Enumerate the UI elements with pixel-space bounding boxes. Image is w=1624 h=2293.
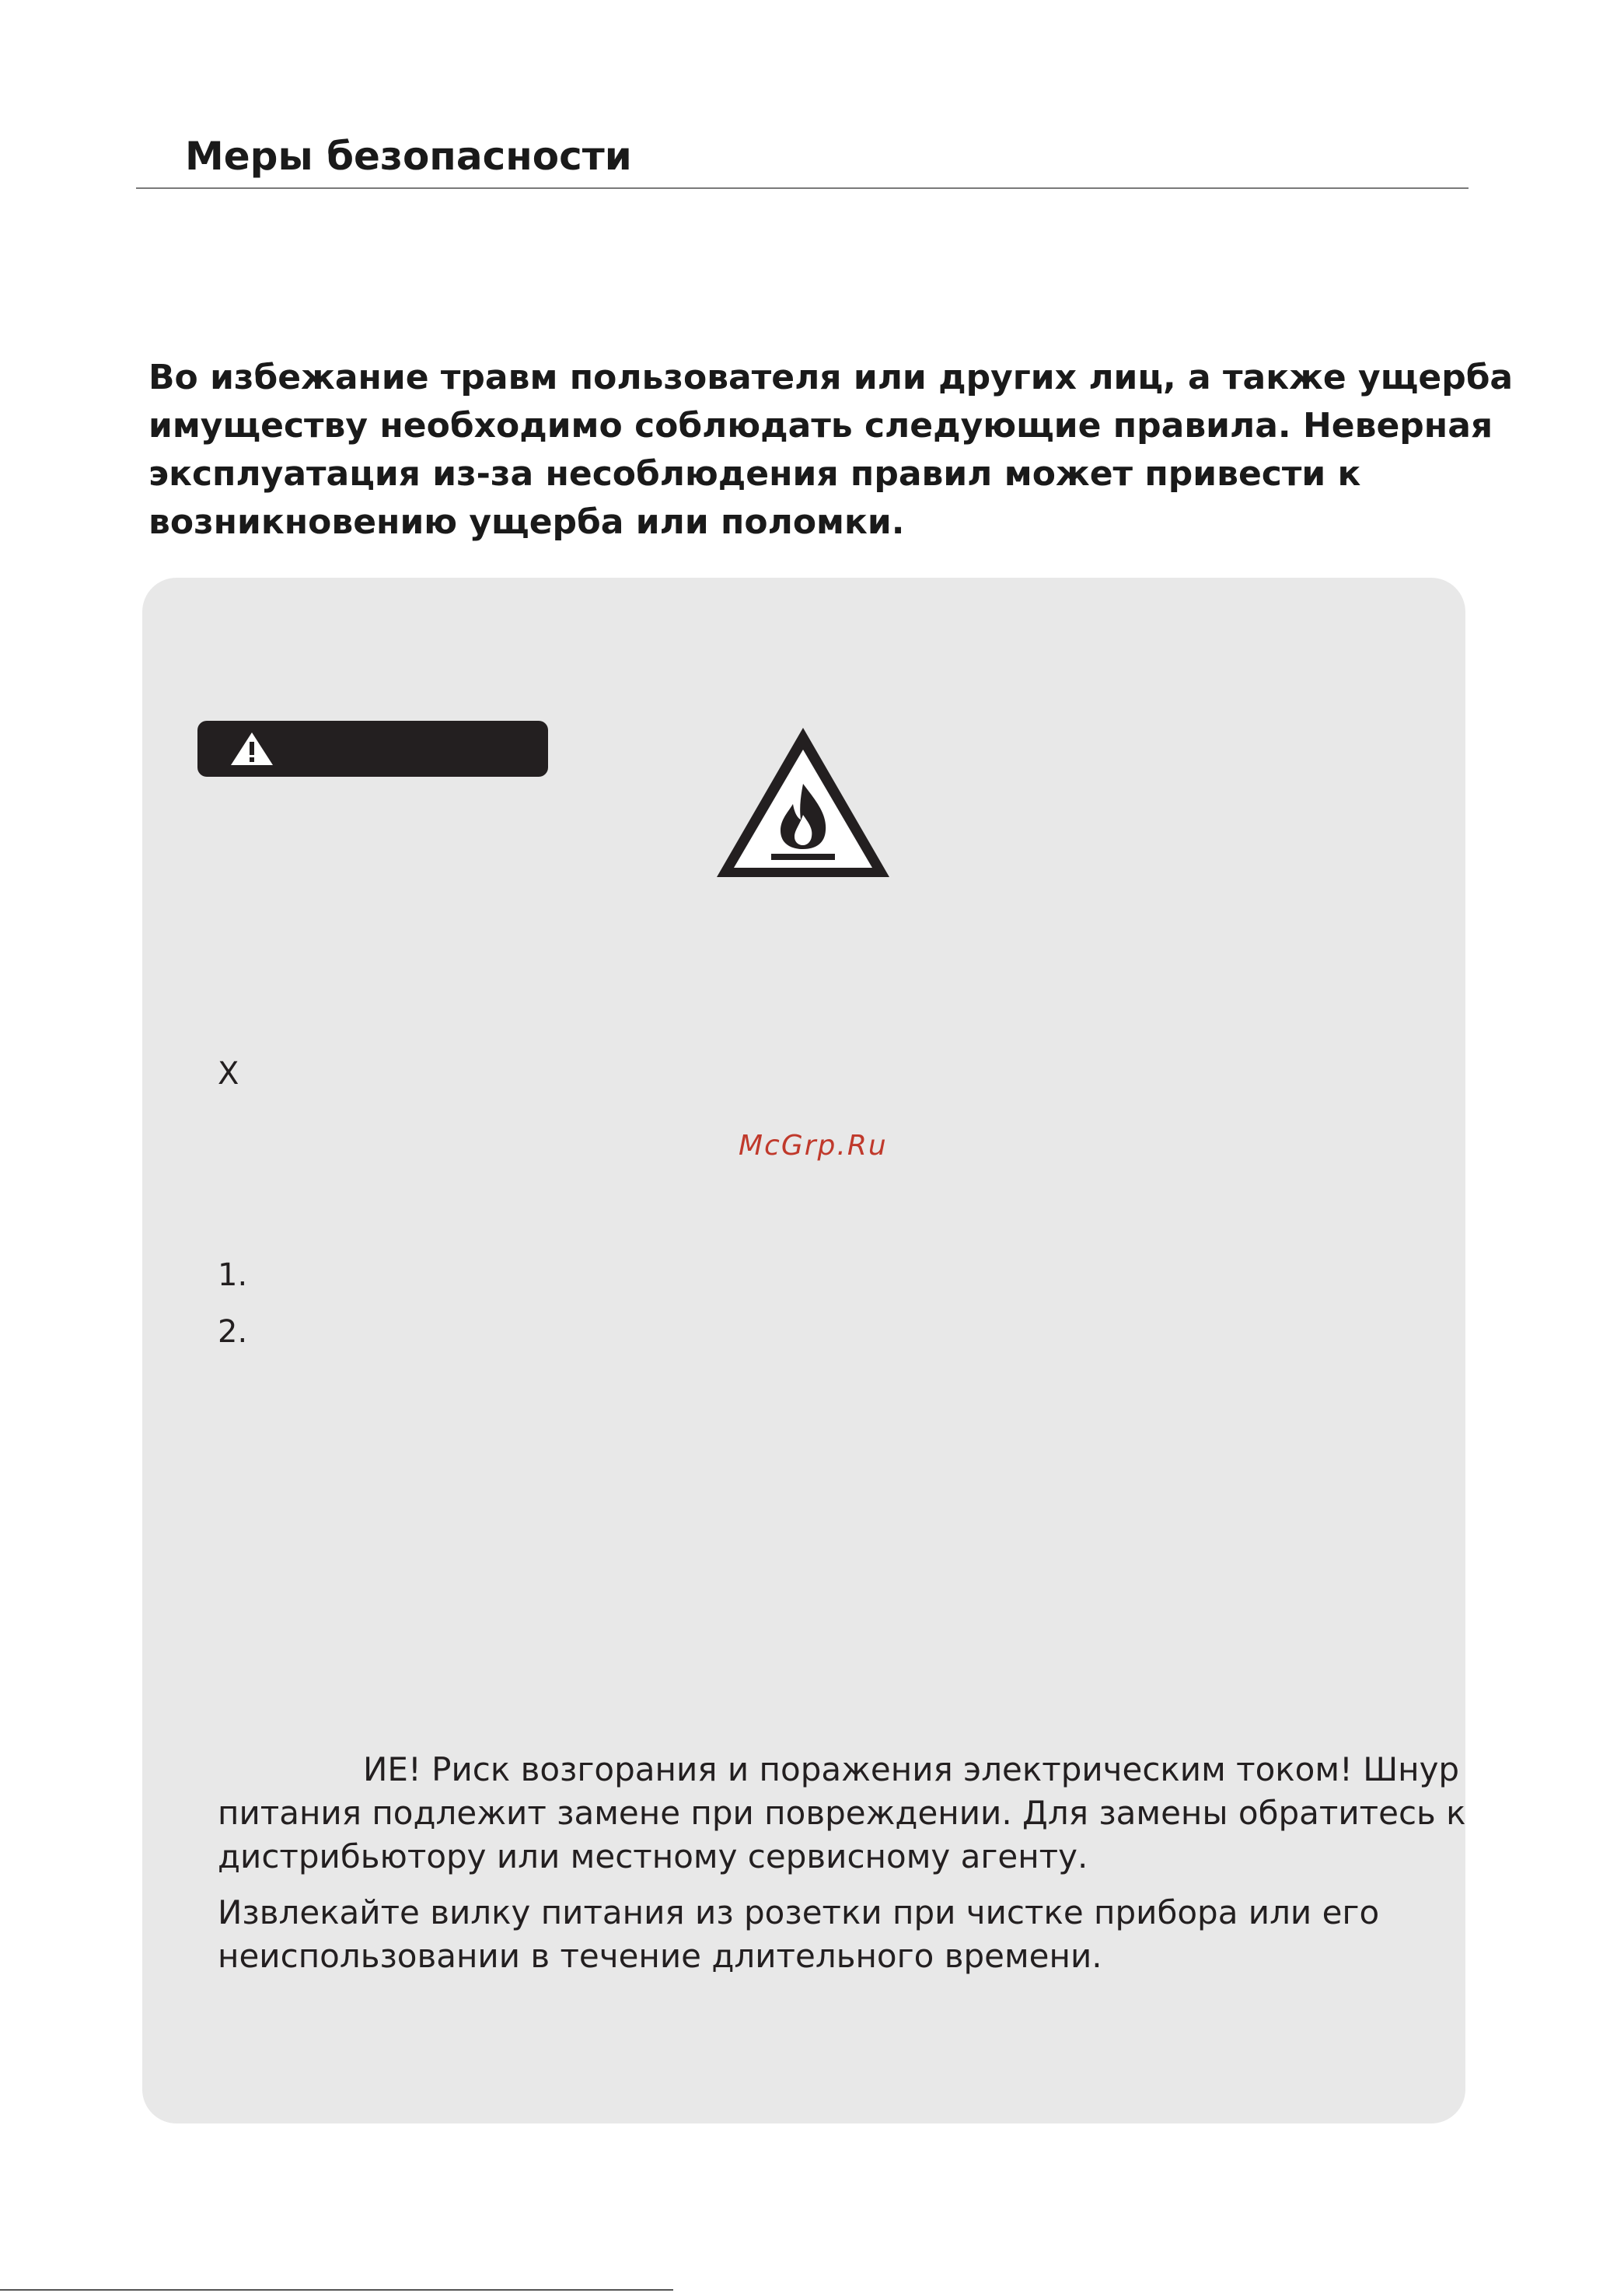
watermark: McGrp.Ru — [739, 1130, 888, 1162]
flammable-warning-icon — [712, 723, 894, 882]
intro-line: Во избежание травм пользователя или других лиц, а также ущерба — [148, 358, 1514, 397]
intro-line: имуществу необходимо соблюдать следующие правила. Неверная — [148, 406, 1493, 446]
marker-x: X — [218, 1056, 239, 1092]
unplug-paragraph — [218, 1891, 1430, 1978]
fire-shock-warning-paragraph — [218, 1748, 1466, 1879]
warning-label-bar — [197, 721, 548, 777]
list-number: 1. — [218, 1257, 248, 1293]
list-number: 2. — [218, 1314, 248, 1350]
footer-divider — [0, 2289, 673, 2291]
title-divider — [136, 187, 1469, 189]
page-title: Меры безопасности — [185, 134, 632, 179]
warning-triangle-icon — [229, 730, 275, 767]
paragraph-line: ИЕ! Риск возгорания и поражения электрическим током! Шнур — [363, 1750, 1460, 1788]
intro-paragraph — [148, 354, 1514, 547]
intro-line: эксплуатация из-за несоблюдения правил может привести к — [148, 454, 1361, 494]
paragraph-line: питания подлежит замене при повреждении. Для замены обратитесь к — [218, 1794, 1466, 1832]
paragraph-line: неиспользовании в течение длительного времени. — [218, 1937, 1102, 1975]
paragraph-line: дистрибьютору или местному сервисному агенту. — [218, 1837, 1088, 1875]
paragraph-line: Извлекайте вилку питания из розетки при чистке прибора или его — [218, 1893, 1380, 1931]
intro-line: возникновению ущерба или поломки. — [148, 502, 905, 542]
